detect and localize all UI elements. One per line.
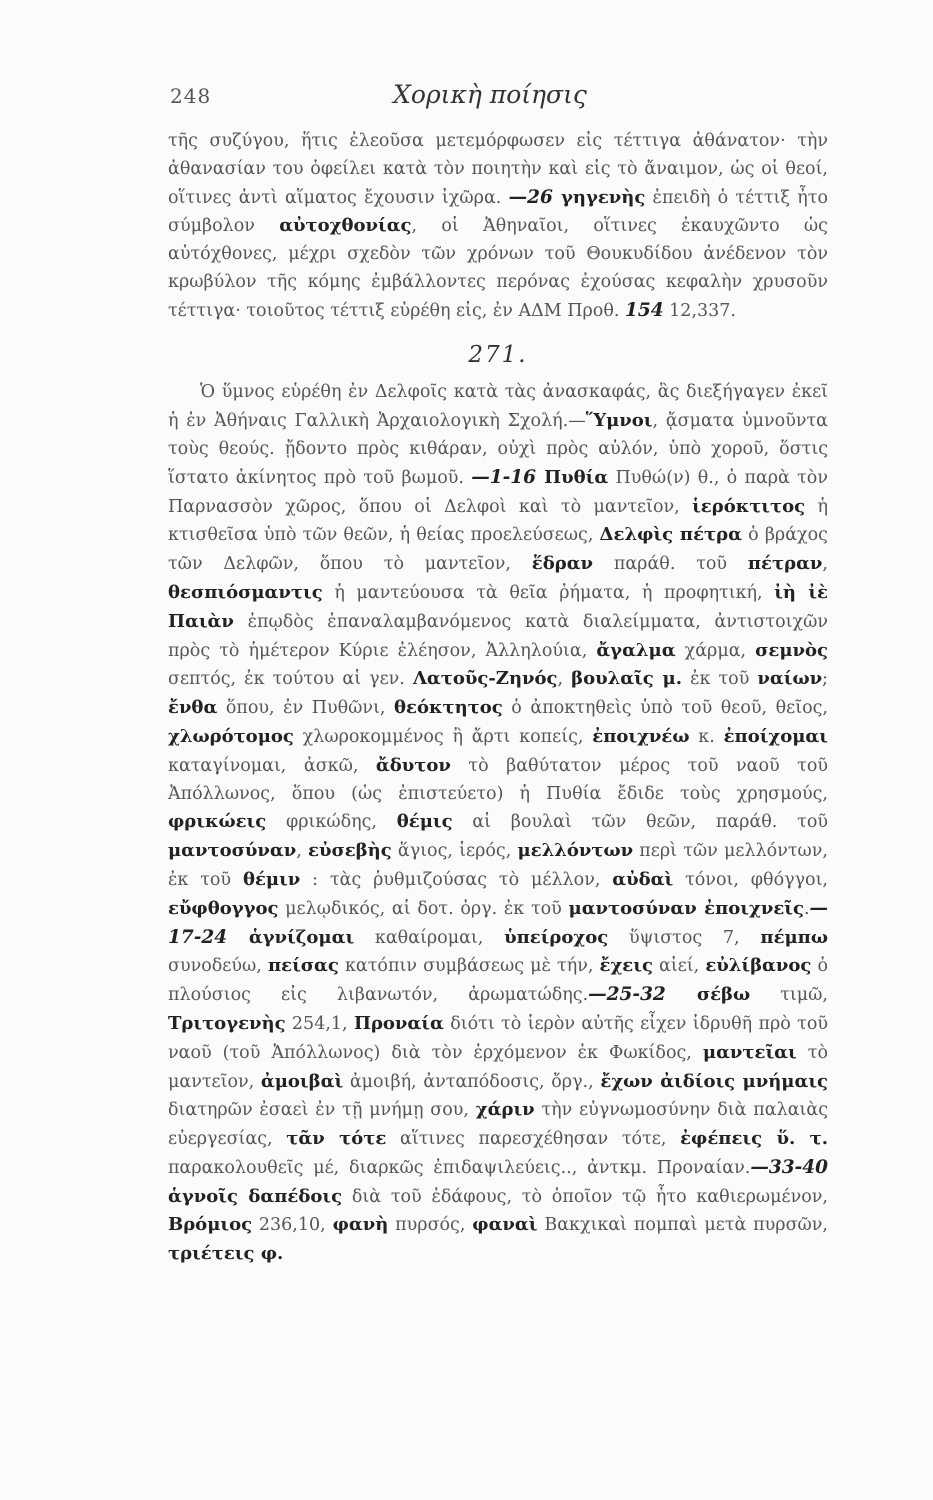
text-run: ὁ ἀποκτηθεὶς ὑπὸ τοῦ θεοῦ, θεῖος, — [502, 698, 828, 719]
page-header-title: Χορικὴ ποίησις — [393, 80, 587, 109]
lemma-term: μαντεῖαι — [702, 1041, 797, 1063]
lemma-term: ἱερόκτιτος — [692, 495, 806, 517]
lemma-term: ἐποίχομαι — [723, 725, 828, 747]
text-run: ὁ πλούσιος εἰς λιβανωτόν, ἀρωματώδης. — [168, 956, 828, 1006]
lemma-term: ἰὴ ἰὲ Παιὰν — [168, 581, 828, 632]
text-run: διὰ τοῦ ἐδάφους, τὸ ὁποῖον τῷ ἦτο καθιερωμένον, — [342, 1186, 828, 1207]
text-run: περὶ τῶν μελλόντων, ἐκ τοῦ — [168, 841, 828, 890]
text-run: φρικώδης, — [266, 812, 397, 833]
line-reference: —26 — [508, 186, 561, 208]
text-run: χάρμα, — [675, 640, 756, 661]
text-run: τιμῶ, — [750, 985, 828, 1006]
running-head — [170, 80, 810, 120]
lemma-term: χλωρότομος — [168, 725, 294, 747]
line-reference: 154 — [624, 299, 664, 321]
text-run: , — [557, 669, 572, 690]
text-run: αἰεί, — [652, 956, 706, 977]
text-run: , — [822, 554, 828, 575]
text-run: 12,337. — [663, 300, 736, 321]
lemma-term: ἄδυτον — [375, 754, 451, 776]
lemma-term: ναίων — [757, 668, 823, 690]
text-run: ὁ βράχος τῶν Δελφῶν, ὅπου τὸ μαντεῖον, — [168, 525, 828, 575]
lemma-term: ἕδραν — [531, 553, 594, 575]
lemma-term: πέμπω — [760, 926, 828, 948]
text-run: ἅγιος, ἱερός, — [391, 841, 518, 862]
lemma-term: βουλαῖς μ. — [571, 668, 682, 690]
lemma-term: φρικώεις — [168, 811, 267, 833]
lemma-term: ἔχων ἀιδίοις μνήμαις — [600, 1070, 828, 1092]
text-run: 254,1, — [285, 1013, 354, 1034]
lemma-term: πέτραν — [747, 553, 823, 575]
text-run: 236,10, — [252, 1215, 333, 1236]
lemma-term: εὐλίβανος — [705, 955, 812, 977]
text-run: : τὰς ῥυθμιζούσας τὸ μέλλον, — [300, 869, 613, 890]
text-run: ἡ κτισθεῖσα ὑπὸ τῶν θεῶν, ἡ θείας προελεύσεως, — [168, 496, 828, 546]
line-reference: —17-24 — [168, 897, 829, 948]
text-run: ἐπειδὴ ὁ τέττιξ ἦτο σύμβολον — [168, 187, 828, 237]
lemma-term: σέβω — [696, 984, 751, 1006]
text-run: πυρσός, — [388, 1215, 473, 1236]
line-reference: —25-32 — [588, 984, 697, 1006]
text-run: τῆς συζύγου, ἥτις ἐλεοῦσα μετεμόρφωσεν εἰς τέττιγα ἀθάνατον· τὴν ἀθανασίαν του ὀφείλει κατὰ τὸν ποιητὴν καὶ εἰς τὸ ἄναιμον, ὡς οἱ θεοί, οἵτινες ἀντὶ αἵματος ἔχουσιν ἰχῶρα. — [168, 131, 828, 208]
lemma-term: τᾶν τότε — [286, 1128, 387, 1150]
text-run: αἱ βουλαὶ τῶν θεῶν, παράθ. τοῦ — [452, 812, 828, 833]
lemma-term: Τριτογενὴς — [168, 1012, 286, 1034]
commentary-text — [168, 128, 828, 1269]
text-run: τὸ μαντεῖον, — [168, 1042, 828, 1092]
commentary-paragraph — [168, 128, 828, 326]
text-run: ἐπῳδὸς ἐπαναλαμβανόμενος κατὰ διαλείμματα, ἀντιστοιχῶν πρὸς τὸ ἡμέτερον Κύριε ἐλέησον, Ἀλληλούια, — [168, 611, 828, 661]
lemma-term: μελλόντων — [517, 840, 634, 862]
lemma-term: ἔνθα — [168, 697, 218, 719]
text-run: διατηρῶν ἐσαεὶ ἐν τῇ μνήμῃ σου, — [168, 1100, 476, 1121]
lemma-term: γηγενὴς — [560, 186, 646, 208]
lemma-term: φαναὶ — [472, 1214, 538, 1236]
text-run: ἀμοιβή, ἀνταπόδοσις, ὄργ., — [343, 1071, 601, 1092]
text-run: Ὁ ὕμνος εὑρέθη ἐν Δελφοῖς κατὰ τὰς ἀνασκαφάς, ἃς διεξήγαγεν ἐκεῖ ἡ ἐν Ἀθήναις Γαλλικὴ Ἀρχαιολογικὴ Σχολή.— — [168, 382, 828, 432]
lemma-term: θέμις — [396, 811, 453, 833]
lemma-term: αὐδαὶ — [612, 868, 674, 890]
text-run: , ᾄσματα ὑμνοῦντα τοὺς θεούς. ᾔδοντο πρὸς κιθάραν, οὐχὶ πρὸς αὐλόν, ὑπὸ χοροῦ, ὅστις ἵστατο ἀκίνητος πρὸ τοῦ βωμοῦ. — [168, 411, 828, 488]
lemma-term: θεόκτητος — [394, 697, 503, 719]
lemma-term: φανὴ — [332, 1214, 389, 1236]
text-run: τὸ βαθύτατον μέρος τοῦ ναοῦ τοῦ Ἀπόλλωνος, ὅπου (ὡς ἐπιστεύετο) ἡ Πυθία ἔδιδε τοὺς χρησμούς, — [168, 755, 828, 804]
lemma-term: Δελφὶς πέτρα — [599, 524, 742, 546]
text-run: μελῳδικός, αἱ δοτ. ὀργ. ἐκ τοῦ — [278, 898, 569, 919]
text-run: , οἱ Ἀθηναῖοι, οἵτινες ἐκαυχῶντο ὡς αὐτόχθονες, μέχρι σχεδὸν τῶν χρόνων τοῦ Θουκυδίδου ἀνέδενον τὸν κρωβύλον τῆς κόμης ἐμβάλλοντες περόνας ἐχούσας κεφαλὴν χρυσοῦν τέττιγα· τοιοῦτος τέττιξ εὑρέθη εἰς, ἐν ΑΔΜ Προθ. — [168, 216, 828, 321]
line-reference: —1-16 — [471, 466, 545, 488]
text-run: παράθ. τοῦ — [593, 554, 748, 575]
text-run: κατόπιν συμβάσεως μὲ τήν, — [338, 956, 600, 977]
lemma-term: εὐσεβὴς — [308, 840, 392, 862]
text-run: παρακολουθεῖς μέ, διαρκῶς ἐπιδαψιλεύεις.., ἀντκμ. Προναίαν. — [168, 1157, 751, 1178]
text-run: κ. — [689, 726, 724, 747]
lemma-term: Προναία — [353, 1012, 444, 1034]
text-run: ὅπου, ἐν Πυθῶνι, — [217, 698, 395, 719]
lemma-term: χάριν — [475, 1099, 535, 1121]
text-run: ἡ μαντεύουσα τὰ θεῖα ῥήματα, ἡ προφητική, — [322, 582, 775, 603]
lemma-term: ἐφέπεις ὕ. τ. — [680, 1128, 828, 1150]
lemma-term: θεσπιόσμαντις — [168, 581, 323, 603]
lemma-term: αὐτοχθονίας — [279, 215, 412, 237]
line-reference: —33-40 — [750, 1156, 828, 1178]
commentary-paragraph — [168, 379, 828, 1269]
lemma-term: σεμνὸς — [755, 639, 828, 661]
lemma-term: Λατοῦς-Ζηνός — [412, 668, 558, 690]
text-run: ; — [822, 669, 829, 690]
lemma-term: τριέτεις φ. — [168, 1243, 284, 1265]
text-run: , — [296, 841, 309, 862]
lemma-term: ἐποιχνέω — [592, 725, 690, 747]
text-run: αἵτινες παρεσχέθησαν τότε, — [386, 1129, 681, 1150]
text-run: καταγίνομαι, ἀσκῶ, — [168, 755, 376, 776]
lemma-term: ὑπείροχος — [504, 926, 609, 948]
lemma-term: Πυθία — [544, 466, 609, 488]
lemma-term: ἔχεις — [599, 955, 653, 977]
page-number: 248 — [170, 84, 212, 108]
text-run: ὕψιστος 7, — [608, 927, 761, 948]
section-number: 271. — [468, 341, 528, 368]
lemma-term: ἀμοιβαὶ — [260, 1070, 344, 1092]
lemma-term: μαντοσύναν ἐποιχνεῖς — [568, 897, 804, 919]
lemma-term: πείσας — [267, 955, 339, 977]
lemma-term: θέμιν — [242, 868, 301, 890]
lemma-term: εὔφθογγος — [168, 897, 279, 919]
text-run: Βακχικαὶ πομπαὶ μετὰ πυρσῶν, — [537, 1215, 828, 1236]
text-run: χλωροκομμένος ἢ ἄρτι κοπείς, — [293, 726, 593, 747]
text-run: Πυθώ(ν) θ., ὁ παρὰ τὸν Παρνασσὸν χῶρος, ὅπου οἱ Δελφοὶ καὶ τὸ μαντεῖον, — [168, 467, 828, 517]
lemma-term: Βρόμιος — [168, 1214, 253, 1236]
lemma-term: ἄγαλμα — [596, 639, 676, 661]
text-run: τόνοι, φθόγγοι, — [673, 869, 828, 890]
text-run: καθαίρομαι, — [354, 927, 505, 948]
text-run: τὴν εὐγνωμοσύνην διὰ παλαιὰς εὐεργεσίας, — [168, 1100, 828, 1150]
lemma-term: ἁγνίζομαι — [248, 926, 355, 948]
lemma-term: ἁγνοῖς δαπέδοις — [168, 1185, 343, 1207]
text-run: συνοδεύω, — [168, 956, 268, 977]
text-run: ἐκ τοῦ — [681, 669, 758, 690]
lemma-term: Ὕμνοι — [585, 410, 653, 432]
text-run: διότι τὸ ἱερὸν αὐτῆς εἶχεν ἱδρυθῆ πρὸ τοῦ ναοῦ (τοῦ Ἀπόλλωνος) διὰ τὸν ἐρχόμενον ἐκ Φωκίδος, — [168, 1013, 828, 1063]
text-run: σεπτός, ἐκ τούτου αἱ γεν. — [168, 669, 413, 690]
lemma-term: μαντοσύναν — [168, 840, 297, 862]
text-run: . — [803, 898, 810, 919]
